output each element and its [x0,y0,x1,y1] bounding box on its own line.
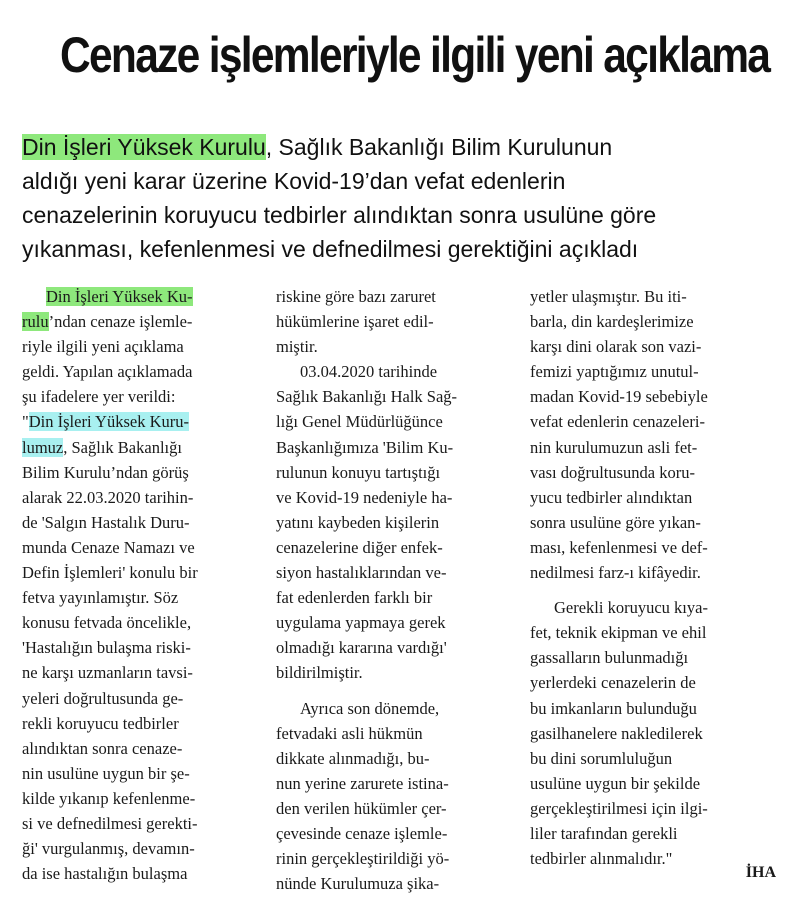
body-line: bu imkanların bulunduğu [530,698,697,718]
lead-line-3: cenazelerinin koruyucu tedbirler alındıktan sonra usulüne göre [22,202,657,228]
body-line: rekli koruyucu tedbirler [22,713,179,733]
body-line: riskine göre bazı zaruret [276,287,436,306]
body-line: da ise hastalığın bulaşma [22,864,188,884]
body-line: geldi. Yapılan açıklamada [22,362,193,382]
lead-highlight: Din İşleri Yüksek Kurulu [22,134,266,160]
body-line: ği' vurgulanmış, devamın- [22,839,195,859]
body-line: Gerekli koruyucu kıya- [554,598,708,618]
body-line: den verilen hükümler çer- [276,798,447,818]
body-line: yatını kaybeden kişilerin [276,512,440,532]
body-line: fet, teknik ekipman ve ehil [530,623,707,643]
body-line: 'Hastalığın bulaşma riski- [22,638,191,658]
col2-part-a [276,284,512,359]
col2-part-c [276,721,512,897]
agency-credit: İHA [745,864,776,881]
col3-part-a [530,284,766,585]
body-line: nin kurulumuzun asli fet- [530,437,698,457]
body-line: Sağlık Bakanlığı Halk Sağ- [276,387,458,407]
body-line: sonra usulüne göre yıkan- [530,512,701,532]
body-line: Ayrıca son dönemde, [300,698,440,718]
body-line: femizi yaptığımız unutul- [530,362,699,382]
body-line: nedilmesi farz-ı kifâyedir. [530,563,701,583]
body-line: 03.04.2020 tarihinde [300,362,438,382]
body-line: ması, kefenlenmesi ve def- [530,537,708,557]
body-line: yucu tedbirler alındıktan [530,487,693,507]
body-line: yeleri doğrultusunda ge- [22,688,184,708]
body-line: fetva yayınlamıştır. Söz [22,588,179,608]
body-line: olmadığı kararına vardığı' [276,638,447,658]
highlight: Din İşleri Yüksek Ku- [46,287,193,306]
body-line: çevesinde cenaze işlemle- [276,823,448,843]
body-line: usulüne uygun bir şekilde [530,773,701,793]
body-line: munda Cenaze Namazı ve [22,537,195,557]
body-line: yerlerdeki cenazelerin de [530,673,696,693]
body-line: Defin İşlemleri' konulu bir [22,563,198,583]
highlight: Din İşleri Yüksek Kuru- [28,412,189,432]
body-line: bildirilmiştir. [276,663,363,683]
body-line: hükümlerine işaret edil- [276,312,434,332]
col2-part-b [276,384,512,685]
body-line: madan Kovid-19 sebebiyle [530,387,708,407]
lead-line-1: , Sağlık Bakanlığı Bilim Kurulunun [265,134,613,160]
body-line: nünde Kurulumuza şika- [276,874,440,894]
article-column-3 [530,284,766,871]
body-line: ve Kovid-19 nedeniyle ha- [276,487,453,507]
lead-line-4: yıkanması, kefenlenmesi ve defnedilmesi gerektiğini açıkladı [22,236,639,262]
body-line: Bilim Kurulu’ndan görüş [22,462,189,482]
body-line: alarak 22.03.2020 tarihin- [22,487,194,507]
body-line: de 'Salgın Hastalık Duru- [22,512,190,532]
body-line: vefat edenlerin cenazeleri- [530,412,705,432]
col3-part-b [530,620,766,871]
body-line: karşı dini olarak son vazi- [530,337,702,357]
body-line: dikkate alınmadığı, bu- [276,748,430,768]
body-line: gerçekleştirilmesi için ilgi- [530,798,708,818]
body-line: bu dini sorumluluğun [530,748,673,768]
body-line: cenazelerine diğer enfek- [276,537,443,557]
headline: Cenaze işlemleriyle ilgili yeni açıklama [60,27,770,83]
body-line: rulu’ndan cenaze işlemle- [22,312,193,332]
highlight: lumuz [22,437,64,457]
body-line: nun yerine zarurete istina- [276,773,449,793]
body-line: gassalların bulunmadığı [530,648,689,668]
body-line: barla, din kardeşlerimize [530,312,694,332]
highlight: rulu [22,312,49,332]
body-line: riyle ilgili yeni açıklama [22,337,184,357]
body-line: fat edenlerden farklı bir [276,588,433,608]
body-line: tedbirler alınmalıdır." [530,849,673,869]
body-line: ne karşı uzmanların tavsi- [22,663,193,683]
body-line: kilde yıkanıp kefenlenme- [22,788,196,808]
body-line: yetler ulaşmıştır. Bu iti- [530,287,687,306]
body-line [22,284,258,309]
body-line: Başkanlığımıza 'Bilim Ku- [276,437,454,457]
body-line: rulunun konuyu tartıştığı [276,462,441,482]
body-line: şu ifadelere yer verildi: [22,387,176,407]
body-line: miştir. [276,337,318,357]
body-line: gasilhanelere nakledilerek [530,723,703,743]
body-line: liler tarafından gerekli [530,823,678,843]
body-line: vası doğrultusunda koru- [530,462,695,482]
body-line: nin usulüne uygun bir şe- [22,763,190,783]
lead-line-2: aldığı yeni karar üzerine Kovid-19’dan vefat edenlerin [22,168,566,194]
body-line: konusu fetvada öncelikle, [22,613,192,633]
body-line: si ve defnedilmesi gerekti- [22,813,198,833]
body-line: alındıktan sonra cenaze- [22,738,183,758]
paragraph-gap [530,585,766,595]
article-column-2 [276,284,512,896]
body-line: "Din İşleri Yüksek Kuru- [22,412,189,432]
paragraph-gap [276,686,512,696]
lead-paragraph [22,130,782,266]
body-line: lığı Genel Müdürlüğünce [276,412,443,432]
body-line: uygulama yapmaya gerek [276,613,446,633]
body-line: fetvadaki asli hükmün [276,723,423,743]
body-line: rinin gerçekleştirildiği yö- [276,849,450,869]
body-line: lumuz, Sağlık Bakanlığı [22,437,182,457]
article-column-1 [22,284,258,886]
body-line: siyon hastalıklarından ve- [276,563,447,583]
